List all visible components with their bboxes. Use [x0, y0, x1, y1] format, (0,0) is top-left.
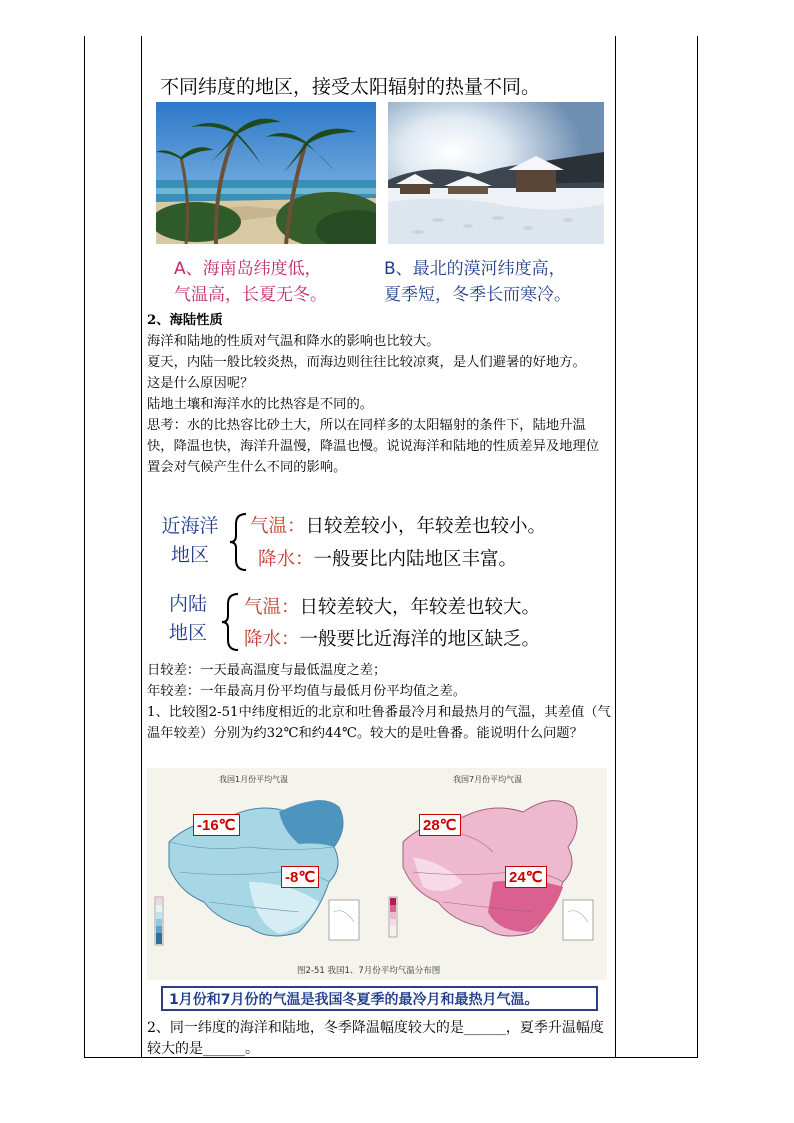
coastal-label-line1: 近海洋: [161, 515, 219, 537]
def-daily-range: 日较差：一天最高温度与最低温度之差；: [147, 663, 387, 678]
inland-precip-key: 降水：: [244, 629, 300, 650]
inland-temp-value: 日较差较大，年较差也较大。: [299, 597, 541, 618]
hainan-beach-photo: [156, 102, 376, 244]
jul-label-north: 24℃: [505, 866, 547, 888]
inland-precip-row: [244, 625, 540, 651]
inland-temp-key: 气温：: [244, 597, 300, 618]
coastal-precip-value: 一般要比内陆地区丰富。: [313, 549, 518, 570]
mohe-snow-photo: [388, 102, 604, 244]
jul-label-northwest: 28℃: [419, 814, 461, 836]
extreme-month-note: 1月份和7月份的气温是我国冬夏季的最冷月和最热月气温。: [161, 986, 598, 1011]
definitions: [147, 660, 611, 744]
question-1: 1、比较图2-51中纬度相近的北京和吐鲁番最冷月和最热月的气温，其差值（气温年较差）分别为约32℃和约44℃。较大的是吐鲁番。能说明什么问题？: [147, 705, 611, 741]
para-4: 陆地土壤和海洋水的比热容是不同的。: [147, 397, 374, 412]
july-temperature-map: [383, 772, 605, 957]
january-map-title: 我国1月份平均气温: [219, 775, 289, 784]
coastal-precip-row: [258, 545, 517, 571]
figure-caption: 图2-51 我国1、7月份平均气温分布图: [297, 966, 441, 976]
table-border-col2: [615, 36, 616, 1058]
photo-a-caption-line2: 气温高，长夏无冬。: [174, 285, 327, 305]
january-temperature-map: [149, 772, 371, 957]
photo-b-caption: [384, 256, 571, 308]
table-border-right: [697, 36, 698, 1058]
inland-temp-row: [244, 593, 540, 619]
coastal-temp-value: 日较差较小，年较差也较小。: [305, 516, 547, 537]
latitude-heading: 不同纬度的地区，接受太阳辐射的热量不同。: [160, 76, 541, 98]
jan-label-northwest: -16℃: [193, 814, 240, 836]
para-3: 这是什么原因呢？: [147, 376, 254, 391]
para-1: 海洋和陆地的性质对气温和降水的影响也比较大。: [147, 334, 440, 349]
coastal-region-label: [150, 512, 230, 570]
coastal-brace: [228, 512, 248, 572]
inland-region-label: [160, 590, 216, 648]
coastal-temp-key: 气温：: [250, 516, 306, 537]
jan-label-north: -8℃: [281, 866, 319, 888]
photo-a-caption: [174, 256, 327, 308]
para-5: 思考：水的比热容比砂土大，所以在同样多的太阳辐射的条件下，陆地升温快，降温也快，海洋升温慢，降温也慢。说说海洋和陆地的性质差异及地理位置会对气候产生什么不同的影响。: [147, 418, 600, 475]
photo-b-caption-line1: B、最北的漠河纬度高，: [384, 259, 566, 279]
temperature-maps-figure: [147, 768, 607, 980]
inland-label-line2: 地区: [168, 622, 207, 644]
def-annual-range: 年较差：一年最高月份平均值与最低月份平均值之差。: [147, 684, 467, 699]
july-map-title: 我国7月份平均气温: [453, 775, 523, 784]
photo-b-caption-line2: 夏季短，冬季长而寒冷。: [384, 285, 571, 305]
inland-label-line1: 内陆: [168, 593, 207, 615]
section2-text: [147, 310, 611, 478]
photo-a-caption-line1: A、海南岛纬度低，: [174, 259, 322, 279]
coastal-temp-row: [250, 512, 546, 538]
question-2: 2、同一纬度的海洋和陆地，冬季降温幅度较大的是______，夏季升温幅度较大的是______。: [147, 1020, 604, 1057]
table-border-left: [84, 36, 85, 1058]
section2-heading: 2、海陆性质: [147, 313, 223, 328]
inland-brace: [220, 592, 240, 652]
para-2: 夏天，内陆一般比较炎热，而海边则往往比较凉爽，是人们避暑的好地方。: [147, 355, 586, 370]
coastal-precip-key: 降水：: [258, 549, 314, 570]
table-border-col1: [141, 36, 142, 1058]
coastal-label-line2: 地区: [170, 544, 209, 566]
inland-precip-value: 一般要比近海洋的地区缺乏。: [299, 629, 541, 650]
